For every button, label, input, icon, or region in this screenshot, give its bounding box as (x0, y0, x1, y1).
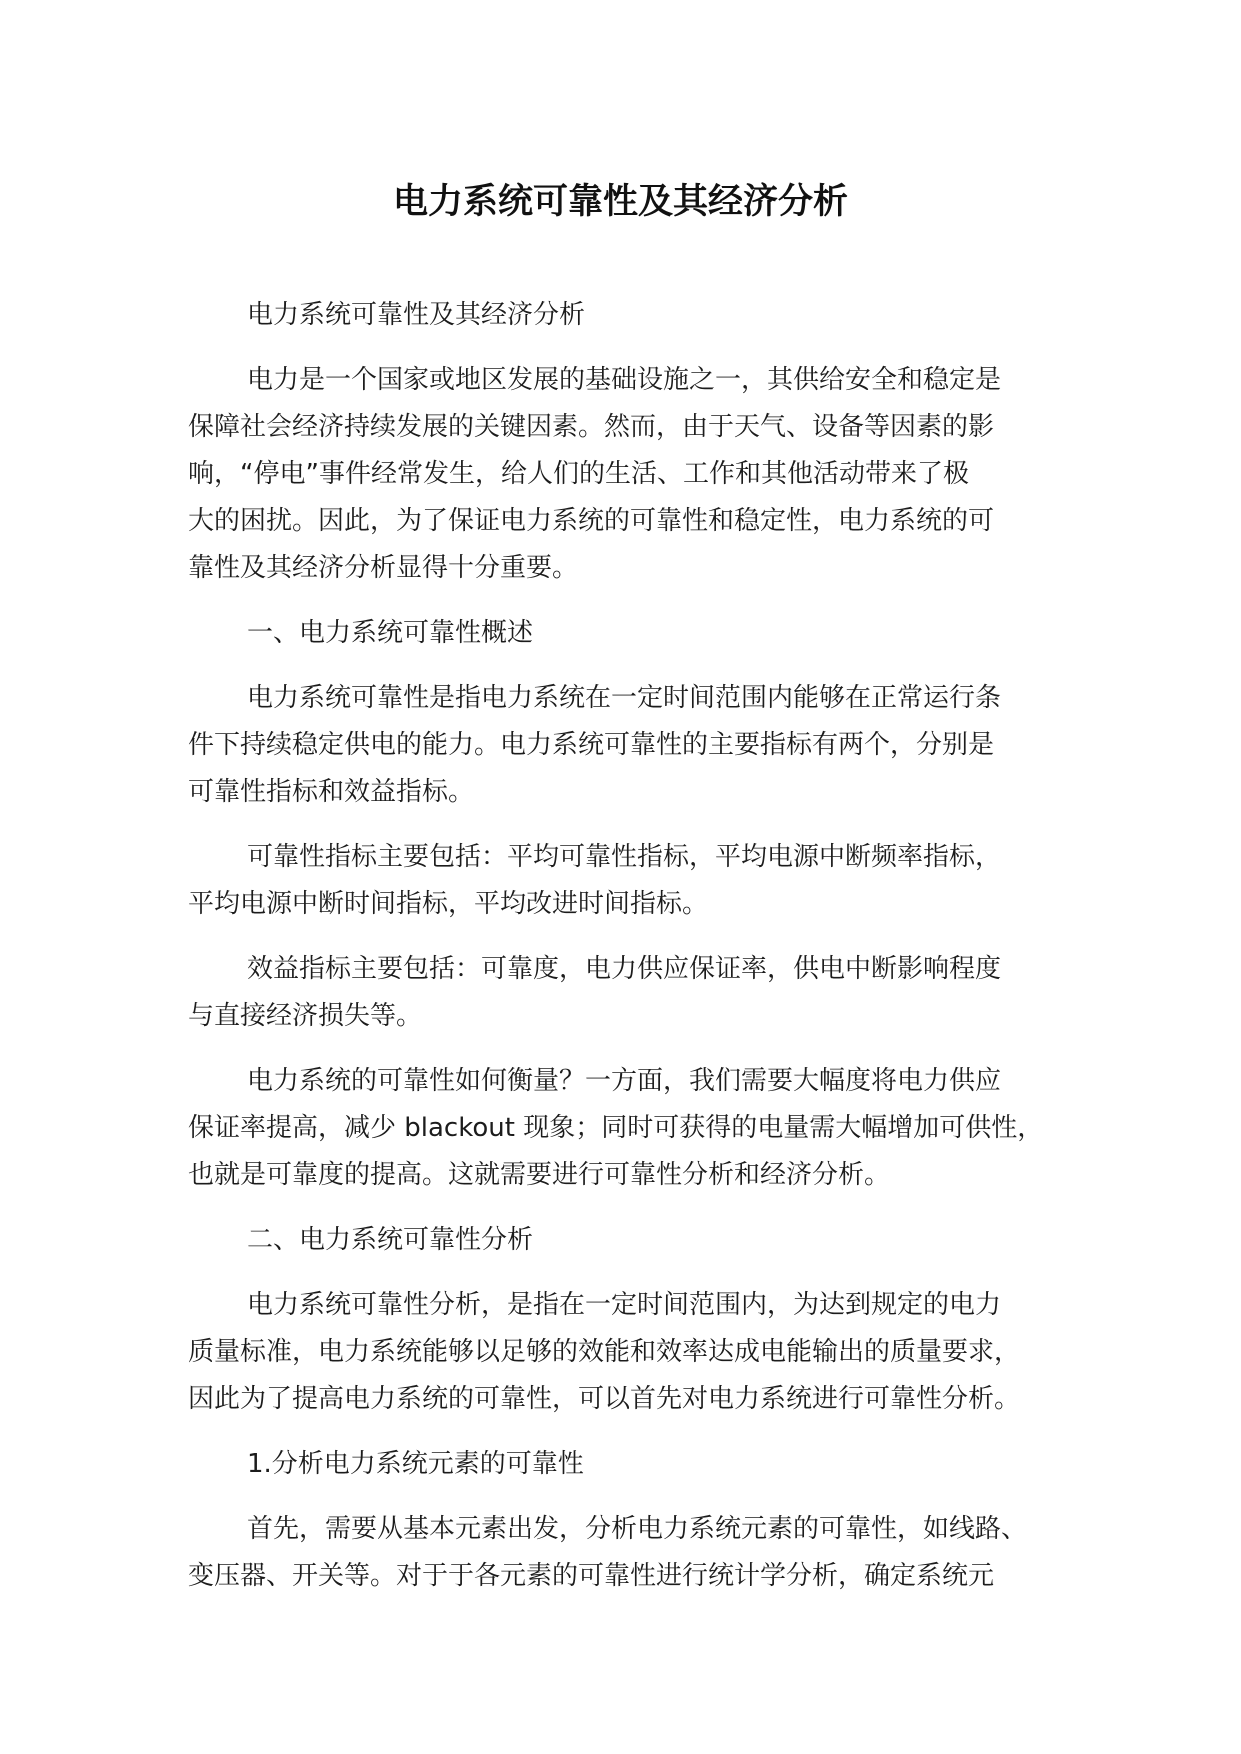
measurement-paragraph: 电力系统的可靠性如何衡量？一方面，我们需要大幅度将电力供应 保证率提高，减少 blackout 现象；同时可获得的电量需大幅增加可供性， 也就是可靠度的提高。这就需要进行可靠性分析和经济分析。 (188, 1066, 1044, 1190)
elements-paragraph: 首先，需要从基本元素出发，分析电力系统元素的可靠性，如线路、 变压器、开关等。对于于各元素的可靠性进行统计学分析，确定系统元 (188, 1514, 1028, 1591)
section-heading-overview: 一、电力系统可靠性概述 (247, 618, 534, 648)
overview-paragraph: 电力系统可靠性是指电力系统在一定时间范围内能够在正常运行条 件下持续稳定供电的能力。电力系统可靠性的主要指标有两个，分别是 可靠性指标和效益指标。 (188, 683, 1002, 807)
subtitle-paragraph: 电力系统可靠性及其经济分析 (247, 300, 586, 330)
subsection-heading-elements: 1.分析电力系统元素的可靠性 (247, 1449, 584, 1479)
reliability-indicators-paragraph: 可靠性指标主要包括：平均可靠性指标，平均电源中断频率指标， 平均电源中断时间指标，平均改进时间指标。 (188, 842, 1002, 919)
document-body (188, 292, 1078, 1618)
intro-paragraph: 电力是一个国家或地区发展的基础设施之一，其供给安全和稳定是 保障社会经济持续发展的关键因素。然而，由于天气、设备等因素的影 响，“停电”事件经常发生，给人们的生活、工作和其他活动带来了极 大的困扰。因此，为了保证电力系统的可靠性和稳定性，电力系统的可 靠性及其经济分析显得十分重要。 (188, 365, 1002, 583)
benefit-indicators-paragraph: 效益指标主要包括：可靠度，电力供应保证率，供电中断影响程度 与直接经济损失等。 (188, 954, 1002, 1031)
document-title: 电力系统可靠性及其经济分析 (392, 182, 848, 222)
analysis-paragraph: 电力系统可靠性分析，是指在一定时间范围内，为达到规定的电力 质量标准，电力系统能够以足够的效能和效率达成电能输出的质量要求， 因此为了提高电力系统的可靠性，可以首先对电力系统进行可靠性分析。 (188, 1290, 1021, 1414)
section-heading-analysis: 二、电力系统可靠性分析 (247, 1225, 534, 1255)
